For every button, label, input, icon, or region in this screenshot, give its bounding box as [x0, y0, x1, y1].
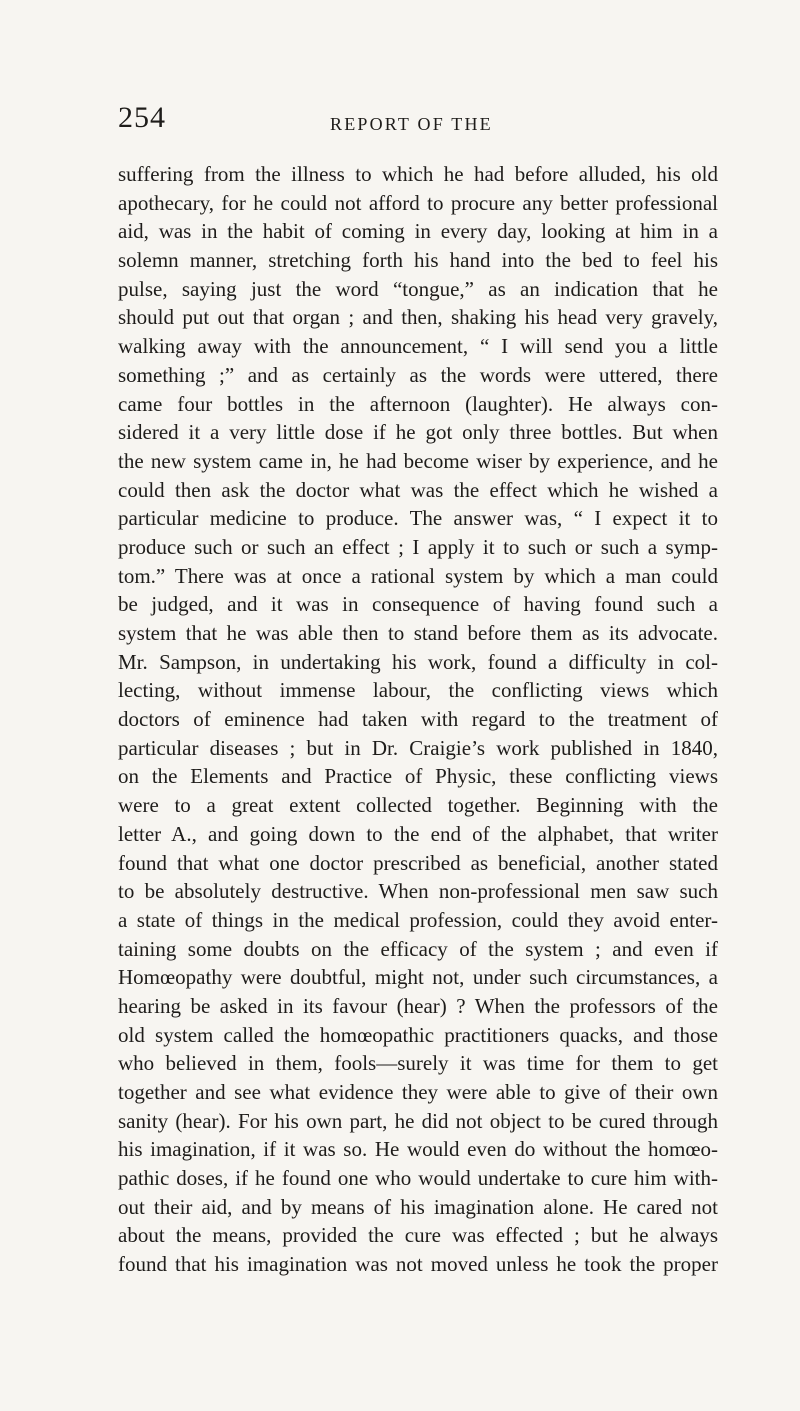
- text-line: pathic doses, if he found one who would undertake to cure him with-: [118, 1166, 718, 1191]
- text-line: a state of things in the medical profession, could they avoid enter-: [118, 907, 718, 932]
- text-line: were to a great extent collected together. Beginning with the: [118, 793, 718, 818]
- text-line: to be absolutely destructive. When non-professional men saw such: [118, 879, 718, 904]
- text-line: taining some doubts on the efficacy of the system ; and even if: [118, 936, 718, 961]
- text-line: something ;” and as certainly as the words were uttered, there: [118, 362, 718, 387]
- text-line: walking away with the announcement, “ I will send you a little: [118, 334, 718, 359]
- text-line: aid, was in the habit of coming in every day, looking at him in a: [118, 219, 718, 244]
- text-line: found that what one doctor prescribed as beneficial, another stated: [118, 850, 718, 875]
- text-line: apothecary, for he could not afford to procure any better professional: [118, 190, 718, 215]
- text-line: Homœopathy were doubtful, might not, under such circumstances, a: [118, 965, 718, 990]
- text-line: doctors of eminence had taken with regard to the treatment of: [118, 707, 718, 732]
- page-number: 254: [118, 101, 166, 134]
- text-line: sanity (hear). For his own part, he did not object to be cured through: [118, 1108, 718, 1133]
- text-line: lecting, without immense labour, the conflicting views which: [118, 678, 718, 703]
- text-line: the new system came in, he had become wiser by experience, and he: [118, 448, 718, 473]
- text-line: sidered it a very little dose if he got only three bottles. But when: [118, 420, 718, 445]
- text-line: on the Elements and Practice of Physic, these conflicting views: [118, 764, 718, 789]
- body-text: [118, 160, 718, 1279]
- text-line: tom.” There was at once a rational system by which a man could: [118, 563, 718, 588]
- text-line: old system called the homœopathic practitioners quacks, and those: [118, 1022, 718, 1047]
- text-line: who believed in them, fools—surely it was time for them to get: [118, 1051, 718, 1076]
- text-line: could then ask the doctor what was the effect which he wished a: [118, 477, 718, 502]
- text-line: came four bottles in the afternoon (laughter). He always con-: [118, 391, 718, 416]
- text-line: Mr. Sampson, in undertaking his work, found a difficulty in col-: [118, 649, 718, 674]
- text-line: produce such or such an effect ; I apply it to such or such a symp-: [118, 534, 718, 559]
- text-line: together and see what evidence they were able to give of their own: [118, 1080, 718, 1104]
- text-line: letter A., and going down to the end of the alphabet, that writer: [118, 821, 718, 846]
- text-line: out their aid, and by means of his imagination alone. He cared not: [118, 1194, 718, 1219]
- text-line: suffering from the illness to which he had before alluded, his old: [118, 162, 718, 186]
- text-line: particular diseases ; but in Dr. Craigie’s work published in 1840,: [118, 735, 718, 760]
- text-line: system that he was able then to stand before them as its advocate.: [118, 621, 718, 645]
- text-line: found that his imagination was not moved unless he took the proper: [118, 1252, 718, 1277]
- page-header: [118, 100, 718, 140]
- text-line: should put out that organ ; and then, shaking his head very gravely,: [118, 305, 718, 330]
- text-line: hearing be asked in its favour (hear) ? When the professors of the: [118, 993, 718, 1018]
- text-line: particular medicine to produce. The answer was, “ I expect it to: [118, 506, 718, 531]
- text-line: be judged, and it was in consequence of having found such a: [118, 592, 718, 617]
- running-title: REPORT OF THE: [330, 114, 493, 134]
- text-line: about the means, provided the cure was effected ; but he always: [118, 1223, 718, 1248]
- text-line: his imagination, if it was so. He would even do without the homœo-: [118, 1137, 718, 1162]
- text-line: solemn manner, stretching forth his hand into the bed to feel his: [118, 248, 718, 273]
- text-line: pulse, saying just the word “tongue,” as an indication that he: [118, 276, 718, 301]
